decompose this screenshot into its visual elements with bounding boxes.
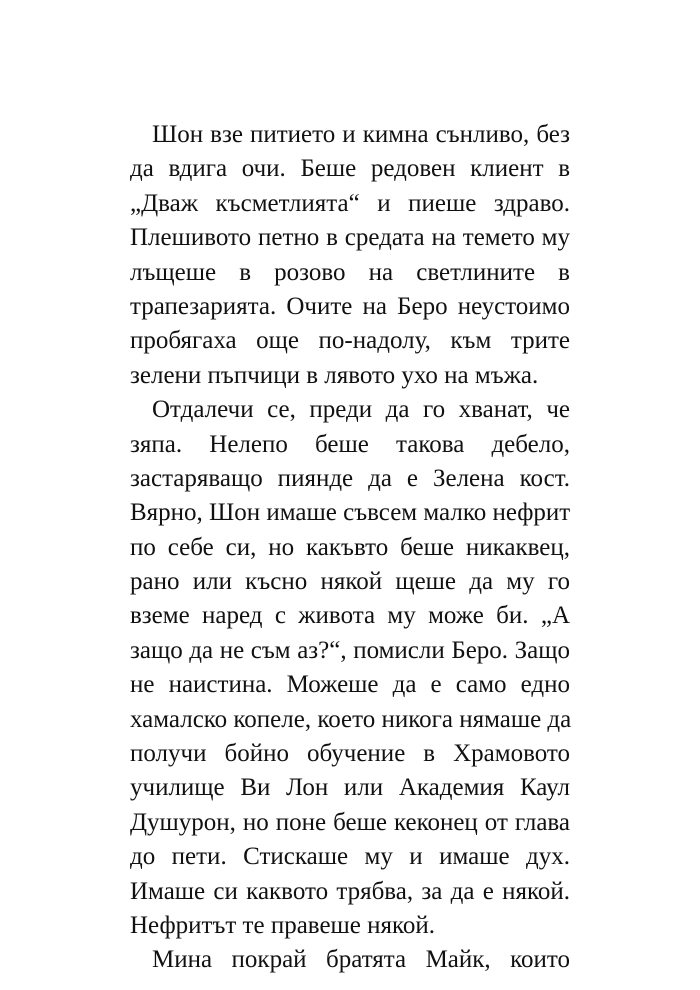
text-line: пробягаха още по-надолу, към трите (130, 327, 570, 355)
text-line: по себе си, но какъвто беше никаквец, (130, 533, 570, 561)
book-page (130, 118, 570, 978)
text-line: Вярно, Шон имаше съвсем малко нефрит (130, 499, 571, 527)
text-line: лъщеше в розово на светлините в (130, 258, 570, 286)
text-line: застаряващо пиянде да е Зелена кост. (130, 464, 570, 492)
text-line: вземе наред с живота му може би. „А (130, 602, 570, 630)
text-line: защо да не съм аз?“, помисли Беро. Защо (130, 636, 570, 664)
text-line: зелени пъпчици в лявото ухо на мъжа. (130, 361, 539, 389)
text-line: училище Ви Лон или Академия Каул (130, 774, 570, 802)
text-line: Шон взе питието и кимна сънливо, без (152, 121, 570, 148)
paragraph-3 (130, 943, 570, 977)
text-line: зяпа. Нелепо беше такова дебело, (130, 430, 570, 458)
text-line: Нефритът те правеше някой. (130, 911, 436, 939)
text-line: „Дваж късметлията“ и пиеше здраво. (130, 189, 570, 217)
text-line: трапезарията. Очите на Беро неустоимо (130, 292, 570, 320)
text-line: Мина покрай братята Майк, които (152, 946, 570, 974)
text-line: Имаше си каквото трябва, за да е някой. (130, 877, 570, 905)
paragraph-1 (130, 118, 570, 393)
text-line: рано или късно някой щеше да му го (130, 568, 570, 596)
text-line: да вдига очи. Беше редовен клиент в (130, 155, 570, 183)
text-line: Плешивото петно в средата на темето му (130, 224, 570, 252)
paragraph-2 (130, 393, 570, 943)
text-line: Душурон, но поне беше кеконец от глава (130, 808, 570, 836)
text-line: Отдалечи се, преди да го хванат, че (152, 396, 570, 424)
text-line: до пети. Стискаше му и имаше дух. (130, 843, 570, 871)
text-line: хамалско копеле, което никога нямаше да (130, 705, 572, 733)
text-line: получи бойно обучение в Храмовото (130, 740, 570, 768)
text-line: не наистина. Можеше да е само едно (130, 671, 570, 699)
